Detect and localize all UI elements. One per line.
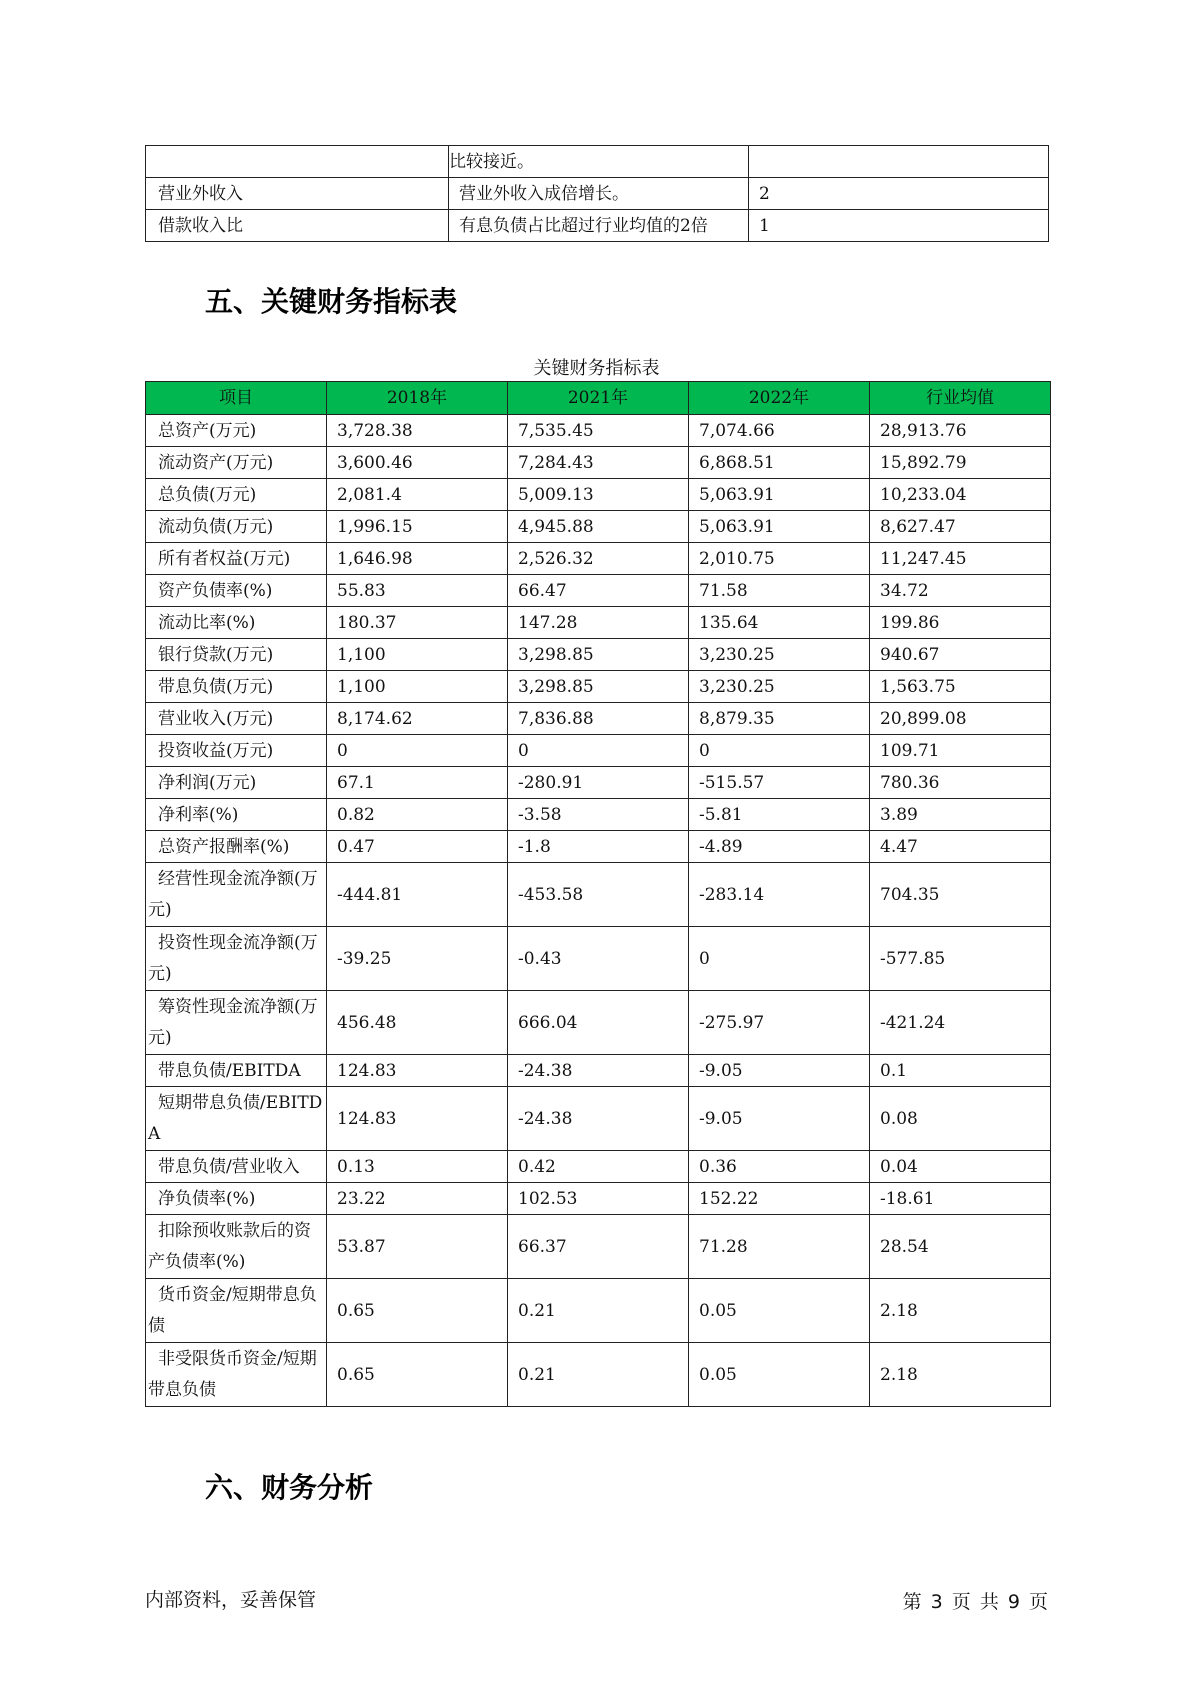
table-row bbox=[146, 703, 1051, 735]
header-cell: 项目 bbox=[146, 382, 327, 415]
value-cell: 3,298.85 bbox=[508, 639, 689, 671]
value-cell: 15,892.79 bbox=[870, 447, 1051, 479]
table-row bbox=[146, 671, 1051, 703]
value-cell: -444.81 bbox=[327, 863, 508, 927]
value-cell: 1,996.15 bbox=[327, 511, 508, 543]
indicator-cell bbox=[146, 146, 449, 178]
value-cell: -280.91 bbox=[508, 767, 689, 799]
table-row bbox=[146, 1183, 1051, 1215]
value-cell: -5.81 bbox=[689, 799, 870, 831]
row-label-cell: 扣除预收账款后的资产负债率(%) bbox=[146, 1215, 327, 1279]
value-cell: 8,627.47 bbox=[870, 511, 1051, 543]
value-cell: 0.04 bbox=[870, 1151, 1051, 1183]
section-heading-key-indicators: 五、关键财务指标表 bbox=[205, 285, 458, 318]
value-cell: 0 bbox=[327, 735, 508, 767]
value-cell: 1,646.98 bbox=[327, 543, 508, 575]
row-label-cell: 总资产(万元) bbox=[146, 415, 327, 447]
row-label-cell: 净利率(%) bbox=[146, 799, 327, 831]
table-row bbox=[146, 575, 1051, 607]
value-cell: 66.47 bbox=[508, 575, 689, 607]
value-cell: 6,868.51 bbox=[689, 447, 870, 479]
table-row bbox=[146, 415, 1051, 447]
value-cell: 1,100 bbox=[327, 639, 508, 671]
table-row bbox=[146, 1343, 1051, 1407]
value-cell: 2,526.32 bbox=[508, 543, 689, 575]
value-cell: -283.14 bbox=[689, 863, 870, 927]
value-cell: 0 bbox=[689, 735, 870, 767]
table-row bbox=[146, 1055, 1051, 1087]
table-row bbox=[146, 210, 1049, 242]
value-cell: 3,728.38 bbox=[327, 415, 508, 447]
table-row bbox=[146, 1215, 1051, 1279]
row-label-cell: 银行贷款(万元) bbox=[146, 639, 327, 671]
indicator-cell: 借款收入比 bbox=[146, 210, 449, 242]
value-cell: 1,100 bbox=[327, 671, 508, 703]
row-label-cell: 短期带息负债/EBITDA bbox=[146, 1087, 327, 1151]
row-label-cell: 流动负债(万元) bbox=[146, 511, 327, 543]
value-cell: -24.38 bbox=[508, 1087, 689, 1151]
row-label-cell: 投资性现金流净额(万元) bbox=[146, 927, 327, 991]
value-cell: 3,230.25 bbox=[689, 671, 870, 703]
value-cell: 20,899.08 bbox=[870, 703, 1051, 735]
score-cell: 1 bbox=[749, 210, 1049, 242]
value-cell: 5,009.13 bbox=[508, 479, 689, 511]
footer-confidential-note: 内部资料，妥善保管 bbox=[145, 1589, 317, 1611]
value-cell: 10,233.04 bbox=[870, 479, 1051, 511]
value-cell: 55.83 bbox=[327, 575, 508, 607]
value-cell: 3,298.85 bbox=[508, 671, 689, 703]
row-label-cell: 净利润(万元) bbox=[146, 767, 327, 799]
header-cell: 行业均值 bbox=[870, 382, 1051, 415]
footer-page-number: 第 3 页 共 9 页 bbox=[902, 1591, 1048, 1613]
table-row bbox=[146, 1087, 1051, 1151]
table-row bbox=[146, 991, 1051, 1055]
value-cell: 780.36 bbox=[870, 767, 1051, 799]
value-cell: 66.37 bbox=[508, 1215, 689, 1279]
value-cell: 7,836.88 bbox=[508, 703, 689, 735]
row-label-cell: 营业收入(万元) bbox=[146, 703, 327, 735]
value-cell: 0.05 bbox=[689, 1279, 870, 1343]
value-cell: -3.58 bbox=[508, 799, 689, 831]
row-label-cell: 流动比率(%) bbox=[146, 607, 327, 639]
row-label-cell: 资产负债率(%) bbox=[146, 575, 327, 607]
value-cell: 8,879.35 bbox=[689, 703, 870, 735]
value-cell: -453.58 bbox=[508, 863, 689, 927]
table-row bbox=[146, 799, 1051, 831]
row-label-cell: 流动资产(万元) bbox=[146, 447, 327, 479]
value-cell: 7,535.45 bbox=[508, 415, 689, 447]
table-row bbox=[146, 639, 1051, 671]
value-cell: 3.89 bbox=[870, 799, 1051, 831]
value-cell: 0.21 bbox=[508, 1343, 689, 1407]
value-cell: -4.89 bbox=[689, 831, 870, 863]
score-cell: 2 bbox=[749, 178, 1049, 210]
value-cell: 704.35 bbox=[870, 863, 1051, 927]
value-cell: -515.57 bbox=[689, 767, 870, 799]
value-cell: 0.21 bbox=[508, 1279, 689, 1343]
value-cell: 940.67 bbox=[870, 639, 1051, 671]
value-cell: 0.1 bbox=[870, 1055, 1051, 1087]
table-row bbox=[146, 927, 1051, 991]
value-cell: 0.65 bbox=[327, 1343, 508, 1407]
row-label-cell: 所有者权益(万元) bbox=[146, 543, 327, 575]
table-row bbox=[146, 607, 1051, 639]
value-cell: 109.71 bbox=[870, 735, 1051, 767]
value-cell: 8,174.62 bbox=[327, 703, 508, 735]
section-heading-financial-analysis: 六、财务分析 bbox=[205, 1471, 374, 1504]
value-cell: 0 bbox=[689, 927, 870, 991]
score-cell bbox=[749, 146, 1049, 178]
table-row bbox=[146, 735, 1051, 767]
value-cell: 152.22 bbox=[689, 1183, 870, 1215]
table-row bbox=[146, 178, 1049, 210]
value-cell: 0.42 bbox=[508, 1151, 689, 1183]
indicator-cell: 营业外收入 bbox=[146, 178, 449, 210]
table-row bbox=[146, 1151, 1051, 1183]
value-cell: 456.48 bbox=[327, 991, 508, 1055]
description-cell: 有息负债占比超过行业均值的2倍 bbox=[449, 210, 749, 242]
row-label-cell: 筹资性现金流净额(万元) bbox=[146, 991, 327, 1055]
value-cell: -577.85 bbox=[870, 927, 1051, 991]
value-cell: 71.28 bbox=[689, 1215, 870, 1279]
table-row bbox=[146, 831, 1051, 863]
table-row bbox=[146, 479, 1051, 511]
value-cell: 0.65 bbox=[327, 1279, 508, 1343]
row-label-cell: 净负债率(%) bbox=[146, 1183, 327, 1215]
row-label-cell: 经营性现金流净额(万元) bbox=[146, 863, 327, 927]
value-cell: 124.83 bbox=[327, 1087, 508, 1151]
header-cell: 2018年 bbox=[327, 382, 508, 415]
value-cell: 0.36 bbox=[689, 1151, 870, 1183]
value-cell: 1,563.75 bbox=[870, 671, 1051, 703]
description-cell: 营业外收入成倍增长。 bbox=[449, 178, 749, 210]
value-cell: 135.64 bbox=[689, 607, 870, 639]
table-row bbox=[146, 447, 1051, 479]
row-label-cell: 带息负债(万元) bbox=[146, 671, 327, 703]
value-cell: 11,247.45 bbox=[870, 543, 1051, 575]
value-cell: 0 bbox=[508, 735, 689, 767]
table-row bbox=[146, 1279, 1051, 1343]
table-row bbox=[146, 863, 1051, 927]
row-label-cell: 总负债(万元) bbox=[146, 479, 327, 511]
row-label-cell: 带息负债/营业收入 bbox=[146, 1151, 327, 1183]
description-cell: 比较接近。 bbox=[449, 146, 749, 178]
value-cell: 4.47 bbox=[870, 831, 1051, 863]
row-label-cell: 投资收益(万元) bbox=[146, 735, 327, 767]
value-cell: -421.24 bbox=[870, 991, 1051, 1055]
value-cell: 4,945.88 bbox=[508, 511, 689, 543]
value-cell: 0.13 bbox=[327, 1151, 508, 1183]
value-cell: 7,074.66 bbox=[689, 415, 870, 447]
value-cell: 2.18 bbox=[870, 1279, 1051, 1343]
value-cell: 5,063.91 bbox=[689, 479, 870, 511]
value-cell: 102.53 bbox=[508, 1183, 689, 1215]
value-cell: 147.28 bbox=[508, 607, 689, 639]
value-cell: 67.1 bbox=[327, 767, 508, 799]
value-cell: 7,284.43 bbox=[508, 447, 689, 479]
value-cell: -1.8 bbox=[508, 831, 689, 863]
table-caption: 关键财务指标表 bbox=[533, 358, 660, 379]
row-label-cell: 非受限货币资金/短期带息负债 bbox=[146, 1343, 327, 1407]
value-cell: 2.18 bbox=[870, 1343, 1051, 1407]
value-cell: 0.08 bbox=[870, 1087, 1051, 1151]
row-label-cell: 总资产报酬率(%) bbox=[146, 831, 327, 863]
value-cell: 2,081.4 bbox=[327, 479, 508, 511]
table-row bbox=[146, 543, 1051, 575]
header-cell: 2022年 bbox=[689, 382, 870, 415]
value-cell: 28.54 bbox=[870, 1215, 1051, 1279]
table-row bbox=[146, 767, 1051, 799]
value-cell: 23.22 bbox=[327, 1183, 508, 1215]
value-cell: 34.72 bbox=[870, 575, 1051, 607]
value-cell: 3,230.25 bbox=[689, 639, 870, 671]
table-header-row bbox=[146, 382, 1051, 415]
value-cell: -0.43 bbox=[508, 927, 689, 991]
row-label-cell: 货币资金/短期带息负债 bbox=[146, 1279, 327, 1343]
value-cell: -9.05 bbox=[689, 1055, 870, 1087]
value-cell: 0.82 bbox=[327, 799, 508, 831]
value-cell: 666.04 bbox=[508, 991, 689, 1055]
value-cell: -24.38 bbox=[508, 1055, 689, 1087]
table-row bbox=[146, 146, 1049, 178]
value-cell: 180.37 bbox=[327, 607, 508, 639]
value-cell: 71.58 bbox=[689, 575, 870, 607]
row-label-cell: 带息负债/EBITDA bbox=[146, 1055, 327, 1087]
value-cell: -9.05 bbox=[689, 1087, 870, 1151]
value-cell: 124.83 bbox=[327, 1055, 508, 1087]
value-cell: 5,063.91 bbox=[689, 511, 870, 543]
value-cell: 0.47 bbox=[327, 831, 508, 863]
value-cell: 0.05 bbox=[689, 1343, 870, 1407]
value-cell: -18.61 bbox=[870, 1183, 1051, 1215]
header-cell: 2021年 bbox=[508, 382, 689, 415]
value-cell: 2,010.75 bbox=[689, 543, 870, 575]
value-cell: 53.87 bbox=[327, 1215, 508, 1279]
value-cell: -39.25 bbox=[327, 927, 508, 991]
value-cell: 199.86 bbox=[870, 607, 1051, 639]
continued-risk-table bbox=[145, 145, 1049, 242]
value-cell: 3,600.46 bbox=[327, 447, 508, 479]
value-cell: 28,913.76 bbox=[870, 415, 1051, 447]
key-financial-indicators-table bbox=[145, 381, 1051, 1407]
value-cell: -275.97 bbox=[689, 991, 870, 1055]
table-row bbox=[146, 511, 1051, 543]
